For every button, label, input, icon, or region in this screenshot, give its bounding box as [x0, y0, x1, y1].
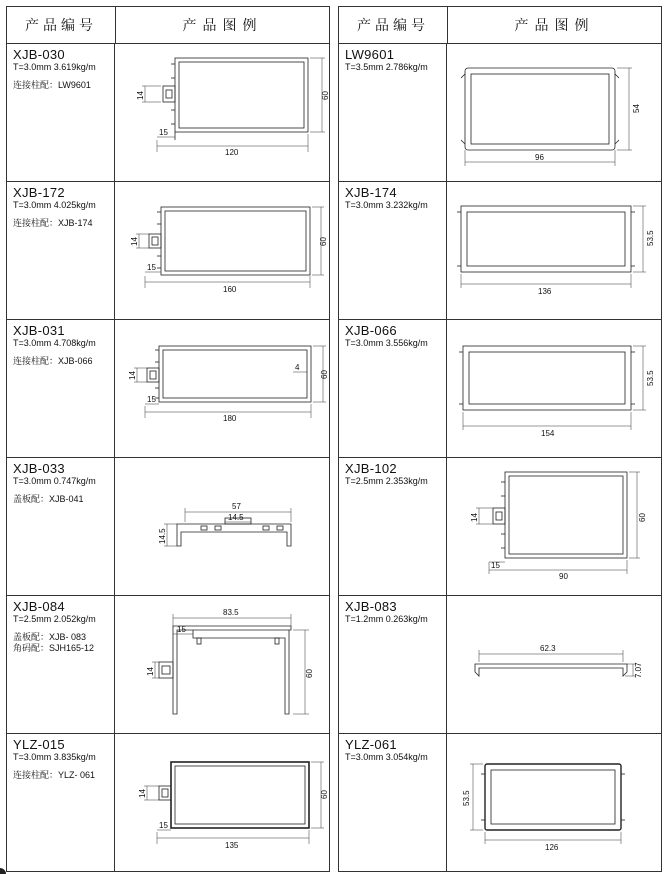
product-spec: T=3.0mm 0.747kg/m: [13, 476, 96, 486]
product-code: XJB-172: [13, 185, 65, 200]
product-figure: [447, 44, 661, 181]
dim-width: 135: [225, 841, 239, 850]
dim-width: 154: [541, 429, 555, 438]
product-spec: T=3.0mm 3.232kg/m: [345, 200, 428, 210]
dim-base: 15: [177, 625, 186, 634]
product-code: XJB-102: [345, 461, 397, 476]
product-spec: T=1.2mm 0.263kg/m: [345, 614, 428, 624]
product-info: [7, 182, 115, 319]
product-figure: [115, 596, 329, 733]
table-row: [7, 734, 329, 871]
dim-height: 7.07: [634, 662, 643, 678]
product-info: [339, 44, 447, 181]
dim-slot: 14: [138, 789, 147, 798]
product-info: [7, 320, 115, 457]
product-spec: T=2.5mm 2.353kg/m: [345, 476, 428, 486]
product-info: [339, 458, 447, 595]
product-figure: [115, 458, 329, 595]
table-header: [7, 7, 329, 44]
profile-drawing: [447, 182, 660, 319]
profile-drawing: [115, 596, 328, 733]
product-note: 盖板配：XJB- 083: [13, 632, 87, 642]
profile-drawing: [115, 458, 328, 595]
dim-width: 57: [232, 502, 241, 511]
product-note: 连接柱配：XJB-066: [13, 356, 93, 366]
dim-width: 120: [225, 148, 239, 157]
dim-width: 90: [559, 572, 568, 581]
profile-drawing: [115, 44, 328, 181]
right-table: [338, 6, 662, 872]
product-code: XJB-083: [345, 599, 397, 614]
table-row: [339, 596, 661, 734]
dim-inner: 4: [295, 363, 300, 372]
dim-height: 60: [305, 669, 314, 678]
dim-slot: 14: [470, 513, 479, 522]
product-info: [7, 596, 115, 733]
product-note: 连接柱配：LW9601: [13, 80, 91, 90]
dim-height: 53.5: [646, 230, 655, 246]
dim-width: 96: [535, 153, 544, 162]
dim-mid: 14.5: [228, 513, 244, 522]
product-note: 盖板配：XJB-041: [13, 494, 84, 504]
table-row: [7, 182, 329, 320]
dim-base: 15: [491, 561, 500, 570]
product-info: [339, 734, 447, 871]
dim-height: 53.5: [646, 370, 655, 386]
dim-width: 160: [223, 285, 237, 294]
dim-width: 62.3: [540, 644, 556, 653]
table-row: [339, 182, 661, 320]
table-row: [339, 44, 661, 182]
product-info: [7, 458, 115, 595]
table-header: [339, 7, 661, 44]
product-code: YLZ-015: [13, 737, 65, 752]
dim-height: 14.5: [158, 528, 167, 544]
dim-height: 54: [632, 104, 641, 113]
header-code: 产品编号: [7, 7, 116, 43]
product-figure: [115, 320, 329, 457]
product-spec: T=3.0mm 3.619kg/m: [13, 62, 96, 72]
product-spec: T=3.0mm 4.708kg/m: [13, 338, 96, 348]
dim-height: 60: [320, 790, 329, 799]
product-figure: [447, 320, 661, 457]
table-row: [339, 458, 661, 596]
dim-width: 126: [545, 843, 559, 852]
dim-base: 15: [159, 821, 168, 830]
product-spec: T=2.5mm 2.052kg/m: [13, 614, 96, 624]
product-code: XJB-030: [13, 47, 65, 62]
product-code: XJB-033: [13, 461, 65, 476]
product-figure: [447, 596, 661, 733]
dim-slot: 14: [146, 667, 155, 676]
profile-drawing: [447, 458, 660, 595]
dim-height: 60: [321, 91, 330, 100]
header-figure: 产品图例: [514, 17, 595, 33]
product-spec: T=3.0mm 3.054kg/m: [345, 752, 428, 762]
dim-slot: 14: [136, 91, 145, 100]
product-info: [7, 734, 115, 871]
dim-height: 60: [320, 370, 329, 379]
dim-base: 15: [147, 395, 156, 404]
dim-width: 136: [538, 287, 552, 296]
dim-height: 60: [319, 237, 328, 246]
product-figure: [115, 182, 329, 319]
product-note-2: 角码配：SJH165-12: [13, 643, 95, 653]
product-code: XJB-031: [13, 323, 65, 338]
product-spec: T=3.0mm 3.835kg/m: [13, 752, 96, 762]
product-code: XJB-066: [345, 323, 397, 338]
product-code: XJB-174: [345, 185, 397, 200]
profile-drawing: [115, 182, 328, 319]
left-table: [6, 6, 330, 872]
table-row: [339, 320, 661, 458]
product-info: [339, 320, 447, 457]
profile-drawing: [115, 320, 328, 457]
product-code: XJB-084: [13, 599, 65, 614]
product-figure: [115, 734, 329, 871]
dim-base: 15: [159, 128, 168, 137]
profile-drawing: [115, 734, 328, 871]
profile-drawing: [447, 734, 660, 871]
table-row: [7, 44, 329, 182]
product-note: 连接柱配：YLZ- 061: [13, 770, 96, 780]
table-row: [7, 458, 329, 596]
dim-height: 53.5: [462, 790, 471, 806]
dim-base: 15: [147, 263, 156, 272]
dim-height: 60: [638, 513, 647, 522]
product-figure: [447, 458, 661, 595]
dim-slot: 14: [128, 371, 137, 380]
table-row: [339, 734, 661, 871]
product-figure: [115, 44, 329, 181]
product-figure: [447, 734, 661, 871]
profile-drawing: [447, 320, 660, 457]
dim-width: 83.5: [223, 608, 239, 617]
product-note: 连接柱配：XJB-174: [13, 218, 93, 228]
dim-width: 180: [223, 414, 237, 423]
product-info: [339, 596, 447, 733]
product-code: LW9601: [345, 47, 395, 62]
dim-slot: 14: [130, 237, 139, 246]
product-code: YLZ-061: [345, 737, 397, 752]
product-info: [339, 182, 447, 319]
product-spec: T=3.0mm 3.556kg/m: [345, 338, 428, 348]
header-code: 产品编号: [339, 7, 448, 43]
table-row: [7, 320, 329, 458]
profile-drawing: [447, 596, 660, 733]
product-spec: T=3.5mm 2.786kg/m: [345, 62, 428, 72]
product-spec: T=3.0mm 4.025kg/m: [13, 200, 96, 210]
header-figure: 产品图例: [182, 17, 263, 33]
product-figure: [447, 182, 661, 319]
product-info: [7, 44, 115, 181]
table-row: [7, 596, 329, 734]
profile-drawing: [447, 44, 660, 181]
